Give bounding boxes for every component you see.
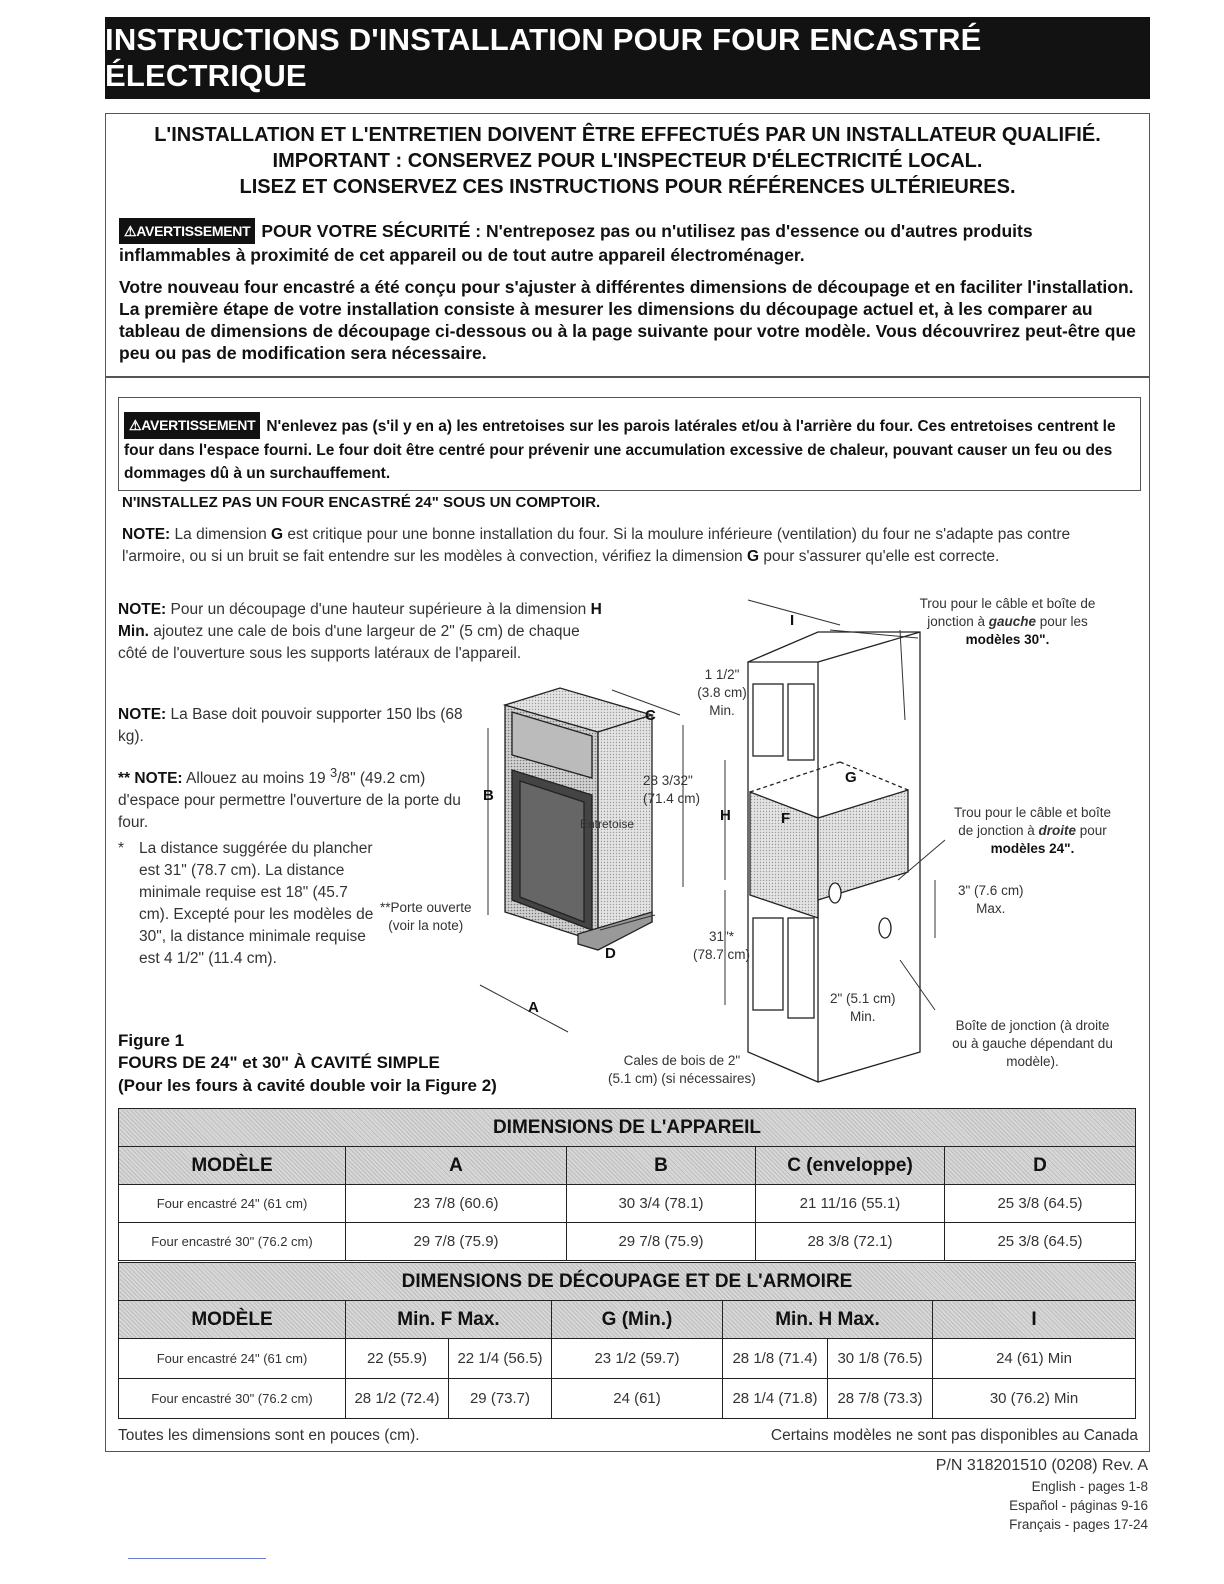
dim-3-label: 3" (7.6 cm) Max. [958, 883, 1024, 916]
dim-28-label: 28 3/32" (71.4 cm) [643, 773, 701, 806]
column-header: Min. H Max. [723, 1301, 933, 1339]
dim-letter-a: A [528, 999, 539, 1016]
language-francais: Français - pages 17-24 [1009, 1517, 1148, 1532]
dim-letter-f: F [781, 810, 791, 827]
hole-left-label: Trou pour le câble et boîte de jonction à gauche pour les modèles 30". [919, 596, 1096, 647]
column-header: C (enveloppe) [756, 1147, 945, 1185]
table-row: Four encastré 24" (61 cm) 22 (55.9) 22 1/4 (56.5) 23 1/2 (59.7) 28 1/8 (71.4) 30 1/8 (76.5) 24 (61) Min [119, 1339, 1136, 1379]
dim-2-label: 2" (5.1 cm) Min. [830, 991, 896, 1024]
column-header: G (Min.) [552, 1301, 723, 1339]
table-row: Four encastré 30" (76.2 cm) 28 1/2 (72.4) 29 (73.7) 24 (61) 28 1/4 (71.8) 28 7/8 (73.3) 30 (76.2) Min [119, 1379, 1136, 1419]
warning-badge: ⚠AVERTISSEMENT [119, 218, 255, 244]
intro-line-3: LISEZ ET CONSERVEZ CES INSTRUCTIONS POUR RÉFÉRENCES ULTÉRIEURES. [239, 176, 1016, 198]
figure-label: Figure 1 [118, 1031, 185, 1050]
table-title: DIMENSIONS DE DÉCOUPAGE ET DE L'ARMOIRE [119, 1263, 1136, 1301]
table-row: Four encastré 24" (61 cm) 23 7/8 (60.6) 30 3/4 (78.1) 21 11/16 (55.1) 25 3/8 (64.5) [119, 1185, 1136, 1223]
column-header: B [567, 1147, 756, 1185]
spacer-warning-text: N'enlevez pas (s'il y en a) les entretoises sur les parois latérales et/ou à l'arrière du four. Ces entretoises centrent le four dans l'espace fourni. Le four doit être centré pour prévenir une accumulation excessive de chaleur, pouvant causer un feu ou des dommages dû à un surchauffement. [124, 418, 1116, 482]
note-g: NOTE: La dimension G est critique pour une bonne installation du four. Si la moulure inférieure (ventilation) du four ne s'adapte pas contre l'armoire, ou si un bruit se fait entendre sur les modèles à convection, vérifiez la dimension G pour s'assurer qu'elle est correcte. [122, 526, 1071, 565]
min-top-label: 1 1/2" (3.8 cm) Min. [697, 667, 747, 718]
note-door: ** NOTE: Allouez au moins 19 $^3$/8" (49.2 cm) d'espace pour permettre l'ouverture de la porte du four. [118, 765, 461, 832]
intro-paragraph: Votre nouveau four encastré a été conçu pour s'ajuster à différentes dimensions de découpage et en faciliter l'installation. La première étape de votre installation consiste à mesurer les dimensions du découpage actuel et, à les comparer au tableau de dimensions de découpage ci-dessous ou à la page suivante pour votre modèle. Vous découvrirez peut-être que peu ou pas de modification sera nécessaire. [119, 277, 1136, 363]
page-title: INSTRUCTIONS D'INSTALLATION POUR FOUR ENCASTRÉ ÉLECTRIQUE [105, 17, 1150, 99]
part-number: P/N 318201510 (0208) Rev. A [935, 1457, 1148, 1474]
appliance-dimensions-table [118, 1108, 1136, 1261]
column-header: Min. F Max. [346, 1301, 552, 1339]
cutout-dimensions-table [118, 1262, 1136, 1419]
column-header: MODÈLE [119, 1147, 346, 1185]
junction-box-label: Boîte de jonction (à droite ou à gauche dépendant du modèle). [952, 1018, 1113, 1069]
note-distance: La distance suggérée du plancher est 31" (78.7 cm). La distance minimale requise est 18" (45.7 cm). Excepté pour les modèles de 30", la distance minimale requise est 4 1/2" (11.4 cm). [139, 840, 374, 967]
note-h: NOTE: Pour un découpage d'une hauteur supérieure à la dimension H Min. ajoutez une cale de bois d'une largeur de 2" (5 cm) de chaque côté de l'ouverture sous les supports latéraux de l'appareil. [118, 601, 602, 662]
canada-note: Certains modèles ne sont pas disponibles au Canada [770, 1427, 1138, 1444]
dim-letter-i: I [790, 612, 795, 629]
dim-letter-b: B [483, 787, 494, 804]
dim-letter-d: D [605, 945, 616, 962]
language-espanol: Español - páginas 9-16 [1009, 1498, 1148, 1513]
column-header: I [933, 1301, 1136, 1339]
column-header: MODÈLE [119, 1301, 346, 1339]
no-install-warning: N'INSTALLEZ PAS UN FOUR ENCASTRÉ 24" SOUS UN COMPTOIR. [122, 494, 601, 511]
star-marker: * [118, 840, 125, 857]
figure-caption-1: FOURS DE 24" et 30" À CAVITÉ SIMPLE [118, 1053, 440, 1072]
table-row: Four encastré 30" (76.2 cm) 29 7/8 (75.9) 29 7/8 (75.9) 28 3/8 (72.1) 25 3/8 (64.5) [119, 1223, 1136, 1261]
column-header: A [346, 1147, 567, 1185]
divider-line [128, 1558, 266, 1559]
shims-label: Cales de bois de 2" (5.1 cm) (si nécessaires) [608, 1053, 756, 1086]
dim-letter-g: G [845, 769, 857, 786]
dim-31-label: 31"* (78.7 cm) [693, 929, 751, 962]
warning-triangle-icon: ⚠ [129, 417, 142, 433]
door-open-label: **Porte ouverte (voir la note) [380, 900, 472, 933]
intro-line-1: L'INSTALLATION ET L'ENTRETIEN DOIVENT ÊTRE EFFECTUÉS PAR UN INSTALLATEUR QUALIFIÉ. [154, 124, 1101, 146]
warning-triangle-icon: ⚠ [124, 223, 137, 239]
column-header: D [945, 1147, 1136, 1185]
intro-line-2: IMPORTANT : CONSERVEZ POUR L'INSPECTEUR D'ÉLECTRICITÉ LOCAL. [272, 150, 983, 172]
warning-badge: ⚠AVERTISSEMENT [124, 412, 260, 439]
figure-caption-2: (Pour les fours à cavité double voir la Figure 2) [118, 1076, 497, 1095]
units-note: Toutes les dimensions sont en pouces (cm). [118, 1427, 420, 1444]
dim-letter-h: H [720, 807, 731, 824]
hole-right-label: Trou pour le câble et boîte de jonction à droite pour modèles 24". [953, 805, 1112, 856]
table-title: DIMENSIONS DE L'APPAREIL [119, 1109, 1136, 1147]
safety-warning-text: POUR VOTRE SÉCURITÉ : N'entreposez pas ou n'utilisez pas d'essence ou d'autres produits inflammables à proximité de cet appareil ou de tout autre appareil électroménager. [119, 221, 1033, 265]
spacer-label: Entretoise [580, 817, 635, 831]
language-english: English - pages 1-8 [1031, 1479, 1148, 1494]
dim-letter-c: C [645, 707, 656, 724]
note-base: NOTE: La Base doit pouvoir supporter 150 lbs (68 kg). [118, 706, 463, 745]
